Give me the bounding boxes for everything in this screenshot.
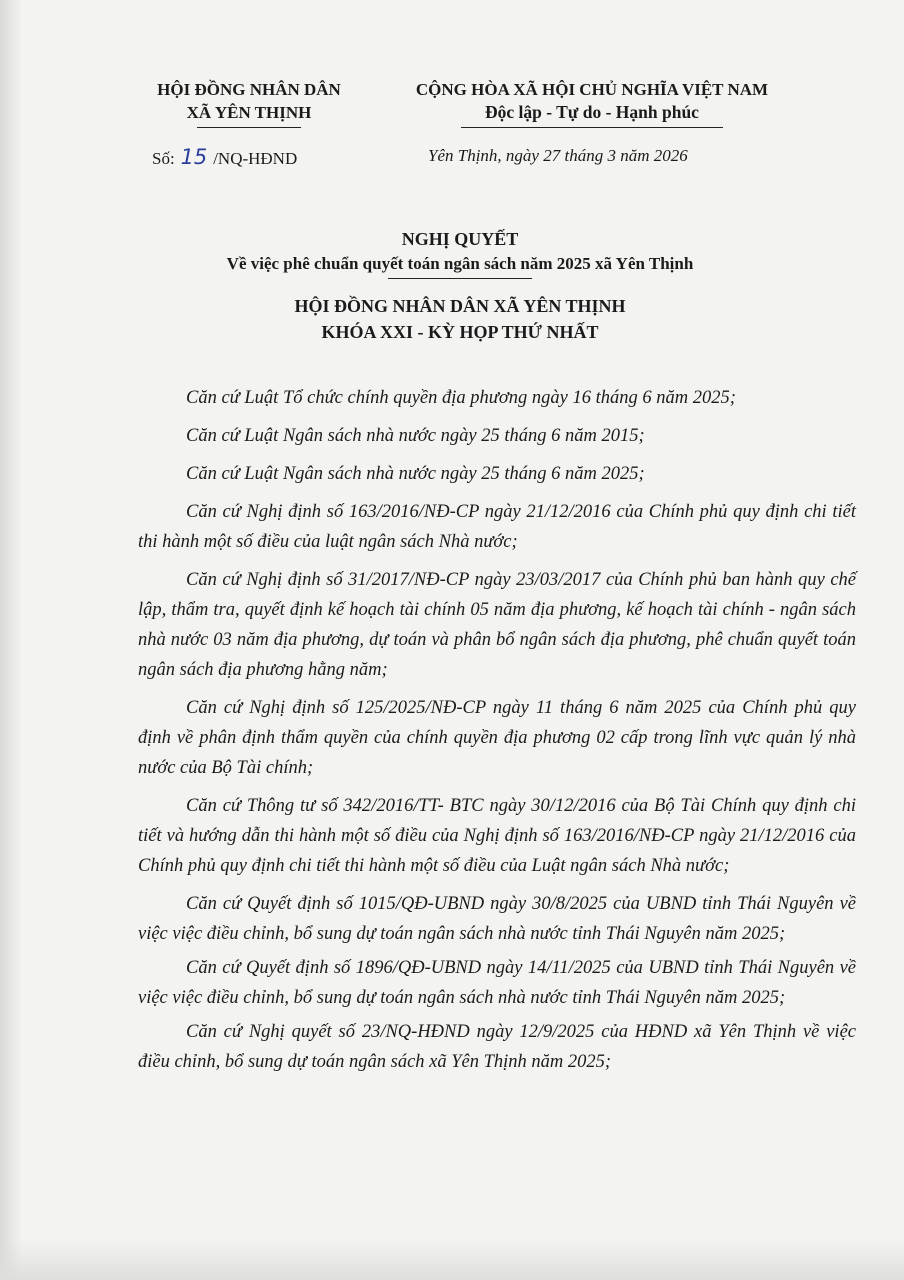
scan-shadow-left xyxy=(0,0,22,1280)
legal-bases xyxy=(138,383,856,1081)
legal-basis-item: Căn cứ Quyết định số 1015/QĐ-UBND ngày 30/8/2025 của UBND tỉnh Thái Nguyên về việc việc điều chỉnh, bổ sung dự toán ngân sách nhà nước tỉnh Thái Nguyên năm 2025; xyxy=(138,894,856,944)
org-underline xyxy=(197,127,301,128)
subject-underline xyxy=(388,278,532,279)
legal-basis-item: Căn cứ Quyết định số 1896/QĐ-UBND ngày 14/11/2025 của UBND tỉnh Thái Nguyên về việc việc điều chỉnh, bổ sung dự toán ngân sách nhà nước tỉnh Thái Nguyên năm 2025; xyxy=(138,958,856,1008)
scan-shadow-bottom xyxy=(0,1240,904,1280)
legal-basis-item: Căn cứ Luật Ngân sách nhà nước ngày 25 tháng 6 năm 2025; xyxy=(186,464,645,484)
legal-basis-item: Căn cứ Luật Ngân sách nhà nước ngày 25 tháng 6 năm 2015; xyxy=(186,426,645,446)
legal-basis-item: Căn cứ Nghị định số 163/2016/NĐ-CP ngày 21/12/2016 của Chính phủ quy định chi tiết thi hành một số điều của luật ngân sách Nhà nước; xyxy=(138,502,856,552)
doc-number-handwritten: 15 xyxy=(180,145,208,169)
org-name-line2: XÃ YÊN THỊNH xyxy=(186,103,312,122)
document-number xyxy=(152,145,297,169)
org-name-line1: HỘI ĐỒNG NHÂN DÂN xyxy=(157,80,341,99)
title-block xyxy=(100,226,820,345)
legal-basis-item: Căn cứ Luật Tổ chức chính quyền địa phương ngày 16 tháng 6 năm 2025; xyxy=(186,388,736,408)
legal-basis-item: Căn cứ Nghị định số 31/2017/NĐ-CP ngày 23/03/2017 của Chính phủ ban hành quy chế lập, thẩm tra, quyết định kế hoạch tài chính 05 năm địa phương, kế hoạch tài chính - ngân sách nhà nước 03 năm địa phương, dự toán và phân bổ ngân sách địa phương, phê chuẩn quyết toán ngân sách địa phương hằng năm; xyxy=(138,570,856,680)
document-subject: Về việc phê chuẩn quyết toán ngân sách năm 2025 xã Yên Thịnh xyxy=(226,254,694,273)
issuer-name: HỘI ĐỒNG NHÂN DÂN XÃ YÊN THỊNH xyxy=(294,296,626,316)
issuing-organization xyxy=(136,78,362,128)
issuer-session: KHÓA XXI - KỲ HỌP THỨ NHẤT xyxy=(321,322,599,342)
motto: Độc lập - Tự do - Hạnh phúc xyxy=(485,102,699,122)
motto-underline xyxy=(461,127,723,128)
place-and-date: Yên Thịnh, ngày 27 tháng 3 năm 2026 xyxy=(428,146,688,165)
legal-basis-item: Căn cứ Nghị quyết số 23/NQ-HĐND ngày 12/9/2025 của HĐND xã Yên Thịnh về việc điều chỉnh, bổ sung dự toán ngân sách xã Yên Thịnh năm 2025; xyxy=(138,1022,856,1072)
legal-basis-item: Căn cứ Thông tư số 342/2016/TT- BTC ngày 30/12/2016 của Bộ Tài Chính quy định chi tiết và hướng dẫn thi hành một số điều của Nghị định số 163/2016/NĐ-CP ngày 21/12/2016 của Chính phủ quy định chi tiết thi hành một số điều của Luật ngân sách Nhà nước; xyxy=(138,796,856,876)
document-type: NGHỊ QUYẾT xyxy=(401,229,519,249)
country-name: CỘNG HÒA XÃ HỘI CHỦ NGHĨA VIỆT NAM xyxy=(415,80,769,99)
doc-number-suffix: /NQ-HĐND xyxy=(213,149,298,168)
doc-number-prefix: Số: xyxy=(152,149,175,168)
national-motto xyxy=(378,78,806,128)
legal-basis-item: Căn cứ Nghị định số 125/2025/NĐ-CP ngày 11 tháng 6 năm 2025 của Chính phủ quy định về phân định thẩm quyền của chính quyền địa phương 02 cấp trong lĩnh vực quản lý nhà nước của Bộ Tài chính; xyxy=(138,698,856,778)
